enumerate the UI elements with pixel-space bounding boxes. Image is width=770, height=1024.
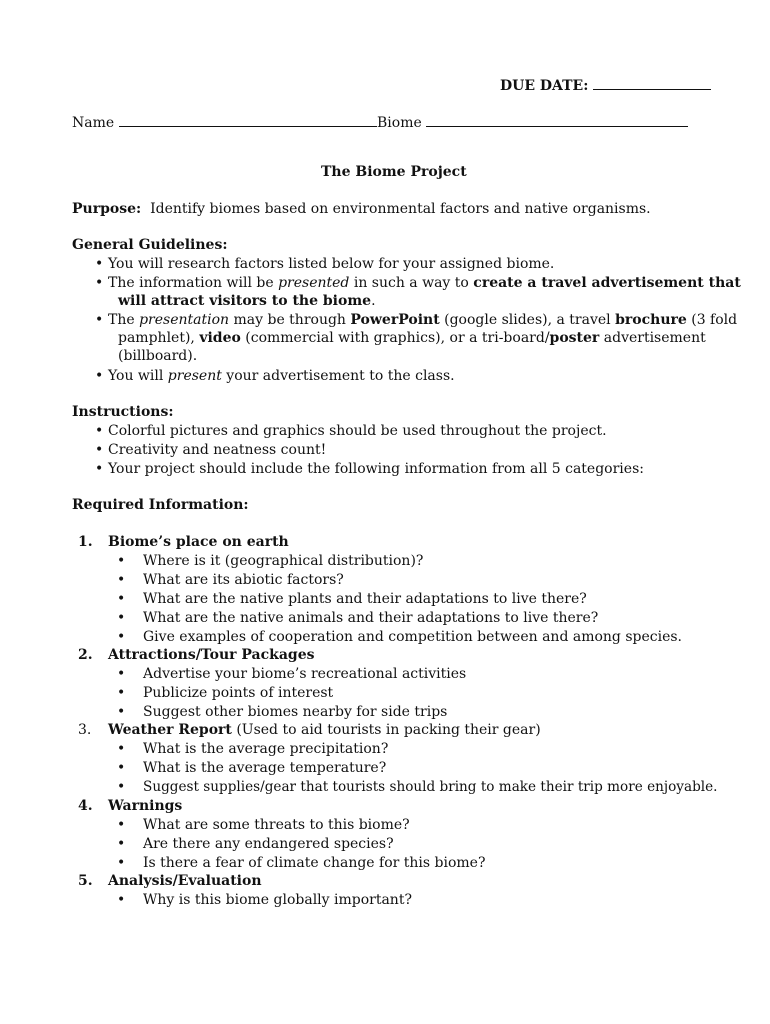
list-item: What is the average precipitation?: [143, 741, 389, 757]
purpose-line: [72, 200, 651, 219]
bullet-icon: •: [117, 892, 126, 908]
section-title: Biome’s place on earth: [108, 534, 289, 550]
guideline-3-cont: pamphlet), video (commercial with graphics), or a tri-board/poster advertisement: [118, 330, 706, 346]
bullet-icon: •: [95, 461, 104, 477]
bullet-icon: •: [117, 779, 126, 795]
bullet-icon: •: [117, 760, 126, 776]
list-item: Are there any endangered species?: [143, 836, 394, 852]
list-item: Why is this biome globally important?: [143, 892, 412, 908]
required-heading: Required Information:: [72, 497, 249, 513]
purpose-label: Purpose:: [72, 201, 142, 217]
list-item: What are some threats to this biome?: [143, 817, 410, 833]
bullet-icon: •: [117, 855, 126, 871]
bullet-icon: •: [117, 704, 126, 720]
section-title: Warnings: [108, 798, 183, 814]
bullet-icon: •: [117, 553, 126, 569]
guideline-2-cont: will attract visitors to the biome.: [118, 293, 376, 309]
instruction-item: Creativity and neatness count!: [108, 442, 327, 458]
biome-field: [377, 112, 688, 133]
list-item: Suggest supplies/gear that tourists should bring to make their trip more enjoyable.: [143, 779, 718, 795]
bullet-icon: •: [117, 685, 126, 701]
bullet-icon: •: [117, 817, 126, 833]
section-title: Weather Report (Used to aid tourists in packing their gear): [108, 722, 541, 738]
due-date-blank[interactable]: [593, 75, 711, 90]
list-item: What is the average temperature?: [143, 760, 387, 776]
guideline-3: The presentation may be through PowerPoint (google slides), a travel brochure (3 fold: [108, 312, 738, 328]
due-date-label: DUE DATE:: [500, 75, 711, 96]
page-title: The Biome Project: [321, 164, 467, 180]
bullet-icon: •: [117, 591, 126, 607]
bullet-icon: •: [95, 368, 104, 384]
bullet-icon: •: [95, 256, 104, 272]
bullet-icon: •: [95, 275, 104, 291]
guideline-3-cont2: (billboard).: [118, 348, 198, 364]
name-blank[interactable]: [119, 112, 377, 127]
name-field: [72, 112, 377, 133]
list-item: What are the native plants and their adaptations to live there?: [143, 591, 587, 607]
list-item: Give examples of cooperation and competition between and among species.: [143, 629, 682, 645]
list-item: Where is it (geographical distribution)?: [143, 553, 424, 569]
instructions-heading: Instructions:: [72, 404, 174, 420]
name-label: Name: [72, 115, 115, 131]
list-item: Is there a fear of climate change for this biome?: [143, 855, 486, 871]
bullet-icon: •: [95, 442, 104, 458]
section-number: 4.: [78, 798, 93, 814]
guideline-1: You will research factors listed below for your assigned biome.: [108, 256, 555, 272]
guideline-2: The information will be presented in such a way to create a travel advertisement that: [108, 275, 741, 291]
list-item: Publicize points of interest: [143, 685, 334, 701]
bullet-icon: •: [117, 836, 126, 852]
section-number: 5.: [78, 873, 93, 889]
section-number: 2.: [78, 647, 93, 663]
instruction-item: Your project should include the following information from all 5 categories:: [108, 461, 644, 477]
list-item: What are the native animals and their adaptations to live there?: [143, 610, 599, 626]
instruction-item: Colorful pictures and graphics should be used throughout the project.: [108, 423, 607, 439]
section-number: 1.: [78, 534, 93, 550]
bullet-icon: •: [117, 572, 126, 588]
bullet-icon: •: [95, 423, 104, 439]
list-item: Suggest other biomes nearby for side trips: [143, 704, 448, 720]
guideline-4: You will present your advertisement to the class.: [108, 368, 455, 384]
bullet-icon: •: [95, 312, 104, 328]
bullet-icon: •: [117, 629, 126, 645]
section-number: 3.: [78, 722, 92, 738]
bullet-icon: •: [117, 666, 126, 682]
guidelines-heading: General Guidelines:: [72, 237, 228, 253]
section-title: Attractions/Tour Packages: [108, 647, 315, 663]
biome-label: Biome: [377, 115, 422, 131]
bullet-icon: •: [117, 610, 126, 626]
bullet-icon: •: [117, 741, 126, 757]
section-title: Analysis/Evaluation: [108, 873, 262, 889]
purpose-text: Identify biomes based on environmental factors and native organisms.: [150, 201, 651, 217]
list-item: What are its abiotic factors?: [143, 572, 344, 588]
biome-blank[interactable]: [426, 112, 688, 127]
list-item: Advertise your biome’s recreational activities: [143, 666, 467, 682]
